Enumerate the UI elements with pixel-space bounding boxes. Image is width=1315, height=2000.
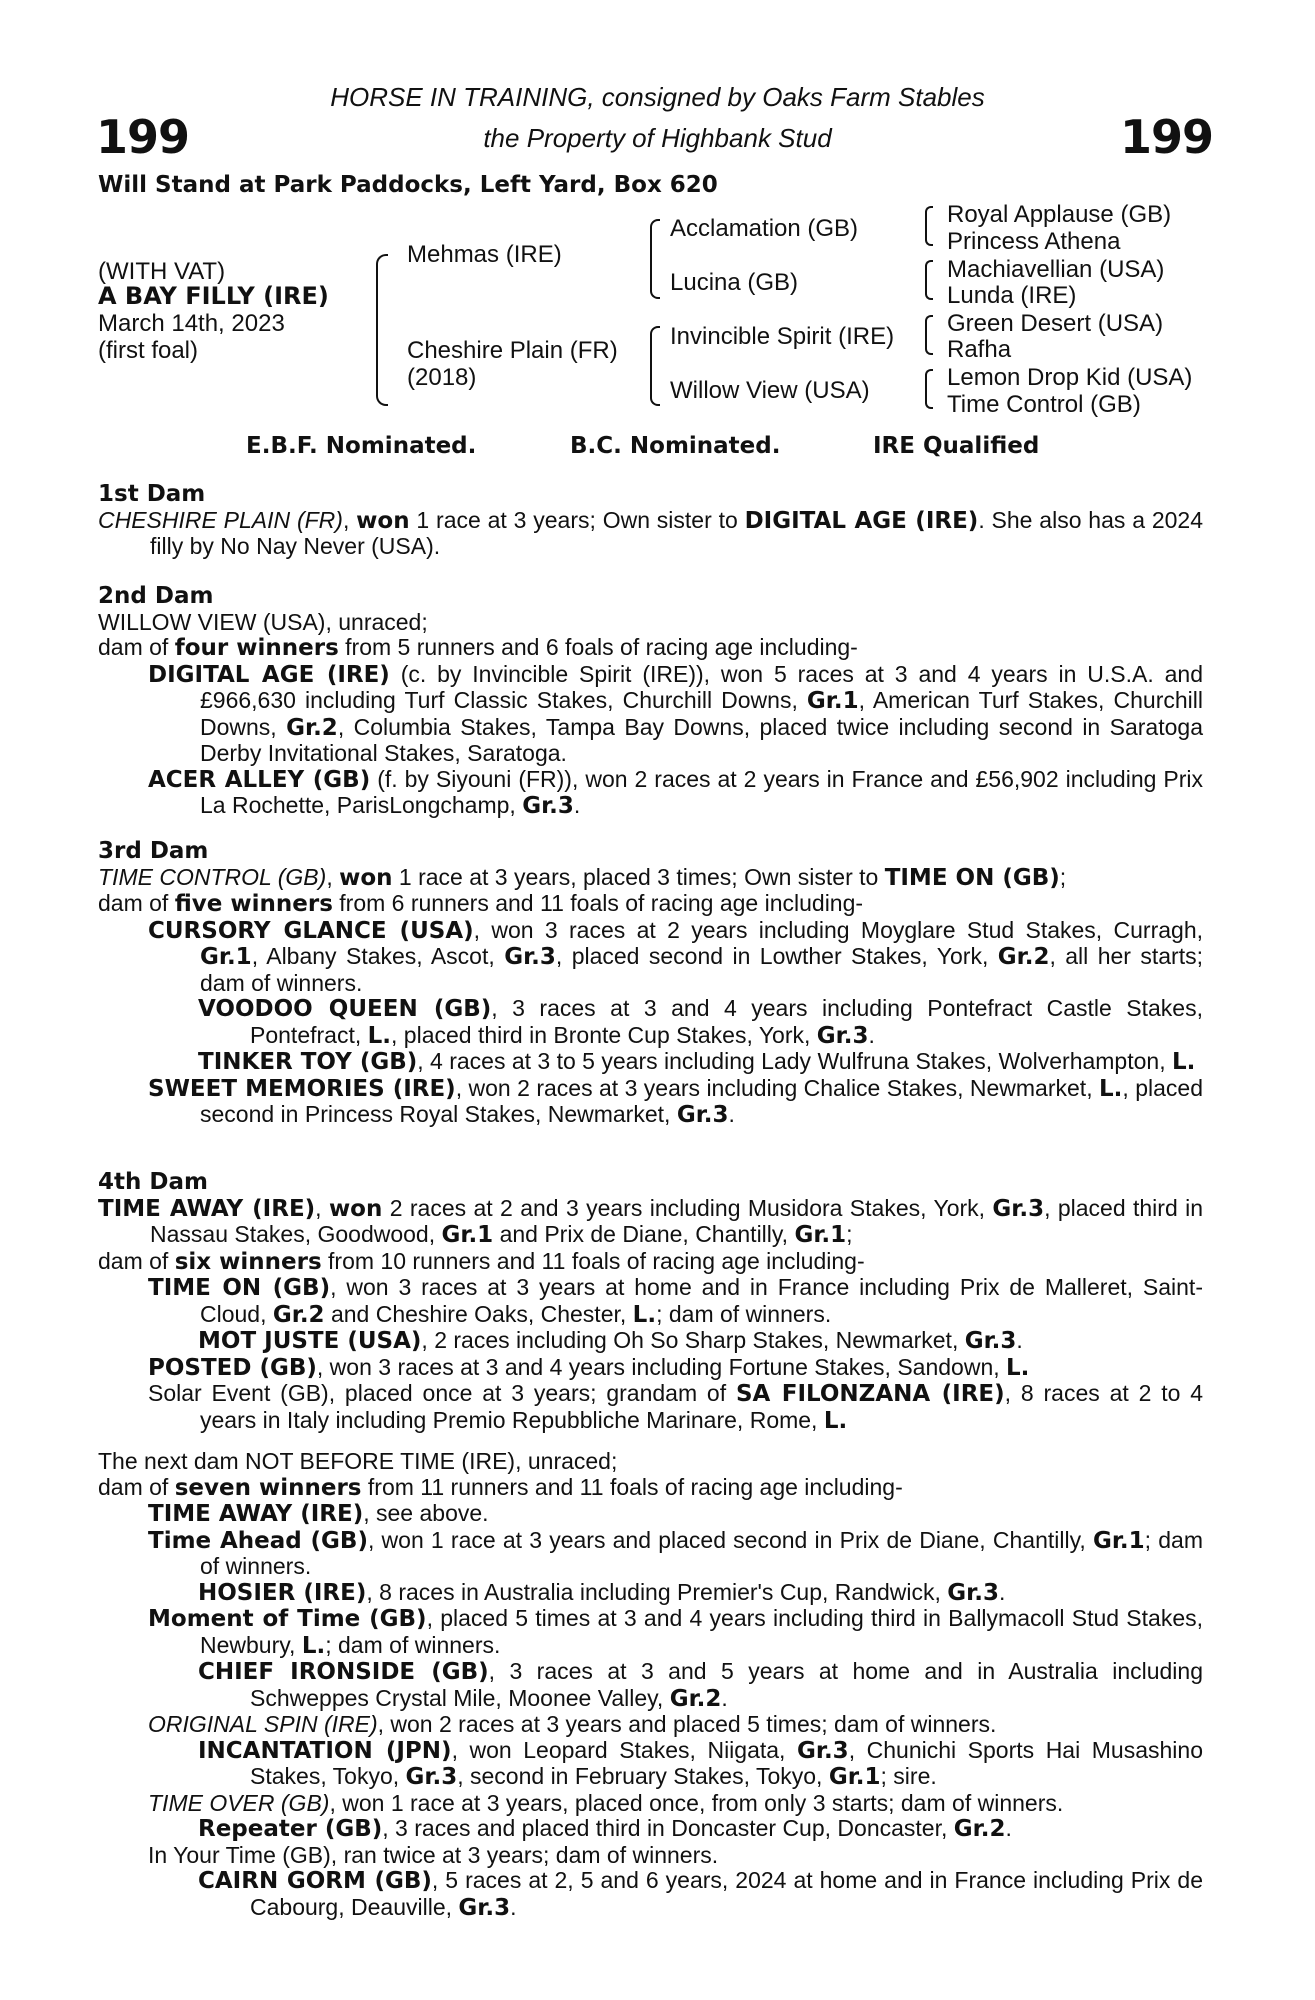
list-item: Solar Event (GB), placed once at 3 years; grandam of SA FILONZANA (IRE), 8 races at 2 to 4 years in Italy including Premio Repubbliche Marinare, Rome, L. bbox=[148, 1380, 1203, 1434]
pedigree-sss: Royal Applause (GB) bbox=[947, 201, 1172, 228]
lot-number-left: 199 bbox=[96, 110, 190, 164]
vat-note: (WITH VAT) bbox=[98, 258, 226, 285]
second-dam-produce: dam of four winners from 5 runners and 6 foals of racing age including- bbox=[98, 634, 858, 661]
pedigree-sire-dam: Lucina (GB) bbox=[670, 269, 799, 296]
pedigree-dsd: Rafha bbox=[947, 336, 1012, 363]
fourth-dam-section bbox=[98, 1170, 1203, 1434]
list-item: INCANTATION (JPN), won Leopard Stakes, Niigata, Gr.3, Chunichi Sports Hai Musashino Stakes, Tokyo, Gr.3, second in February Stakes, Tokyo, Gr.1; sire. bbox=[198, 1736, 1203, 1790]
pedigree-dam-sire: Invincible Spirit (IRE) bbox=[670, 323, 895, 350]
list-item: TINKER TOY (GB), 4 races at 3 to 5 years including Lady Wulfruna Stakes, Wolverhampton, L. bbox=[198, 1048, 1196, 1075]
list-item: Repeater (GB), 3 races and placed third in Doncaster Cup, Doncaster, Gr.2. bbox=[198, 1815, 1012, 1842]
list-item: Time Ahead (GB), won 1 race at 3 years and placed second in Prix de Diane, Chantilly, Gr.1; dam of winners. bbox=[148, 1526, 1203, 1579]
pedigree-dss: Green Desert (USA) bbox=[947, 310, 1164, 337]
pedigree-brace-dam bbox=[650, 326, 660, 406]
pedigree-dam: Cheshire Plain (FR) bbox=[407, 337, 618, 364]
pedigree-brace-sire bbox=[650, 219, 660, 299]
property-of: the Property of Highbank Stud bbox=[483, 123, 832, 153]
list-item: TIME ON (GB), won 3 races at 3 years at home and in France including Prix de Malleret, Saint-Cloud, Gr.2 and Cheshire Oaks, Chester, L.; dam of winners. bbox=[148, 1274, 1203, 1328]
bc-nominated: B.C. Nominated. bbox=[570, 433, 781, 459]
pedigree-sds: Machiavellian (USA) bbox=[947, 256, 1165, 283]
second-dam-name: WILLOW VIEW (USA), unraced; bbox=[98, 608, 428, 635]
list-item: CAIRN GORM (GB), 5 races at 2, 5 and 6 years, 2024 at home and in France including Prix de Cabourg, Deauville, Gr.3. bbox=[198, 1867, 1203, 1921]
pedigree-sire-sire: Acclamation (GB) bbox=[670, 215, 859, 242]
list-item: TIME OVER (GB), won 1 race at 3 years, placed once, from only 3 starts; dam of winners. bbox=[148, 1789, 1064, 1816]
list-item: ACER ALLEY (GB) (f. by Siyouni (FR)), won 2 races at 2 years in France and £56,902 including Prix La Rochette, ParisLongchamp, Gr.3. bbox=[148, 765, 1203, 819]
list-item: TIME AWAY (IRE), see above. bbox=[148, 1500, 489, 1527]
fourth-dam-name: TIME AWAY (IRE), won 2 races at 2 and 3 years including Musidora Stakes, York, Gr.3, placed third in Nassau Stakes, Goodwood, Gr.1 and Prix de Diane, Chantilly, Gr.1; bbox=[98, 1194, 1203, 1248]
list-item: ORIGINAL SPIN (IRE), won 2 races at 3 years and placed 5 times; dam of winners. bbox=[148, 1711, 997, 1737]
consignment-title: HORSE IN TRAINING, consigned by Oaks Farm Stables bbox=[330, 82, 985, 112]
list-item: MOT JUSTE (USA), 2 races including Oh So Sharp Stakes, Newmarket, Gr.3. bbox=[198, 1327, 1023, 1354]
foal-note: (first foal) bbox=[98, 337, 199, 364]
lot-number-right: 199 bbox=[1120, 110, 1214, 164]
pedigree-brace-ss bbox=[925, 206, 933, 246]
second-dam-heading: 2nd Dam bbox=[98, 583, 214, 609]
stand-location: Will Stand at Park Paddocks, Left Yard, Box 620 bbox=[98, 172, 718, 198]
pedigree-dds: Lemon Drop Kid (USA) bbox=[947, 364, 1193, 391]
pedigree-brace-dd bbox=[925, 369, 933, 409]
foaling-date: March 14th, 2023 bbox=[98, 310, 285, 337]
fourth-dam-heading: 4th Dam bbox=[98, 1169, 208, 1195]
list-item: CURSORY GLANCE (USA), won 3 races at 2 years including Moyglare Stud Stakes, Curragh, Gr.1, Albany Stakes, Ascot, Gr.3, placed second in Lowther Stakes, York, Gr.2, all her starts; dam of winners. bbox=[148, 916, 1204, 996]
next-dam-name: The next dam NOT BEFORE TIME (IRE), unraced; bbox=[98, 1448, 618, 1474]
list-item: POSTED (GB), won 3 races at 3 and 4 years including Fortune Stakes, Sandown, L. bbox=[148, 1353, 1030, 1381]
pedigree-brace-ds bbox=[925, 315, 933, 355]
list-item: VOODOO QUEEN (GB), 3 races at 3 and 4 years including Pontefract Castle Stakes, Pontefract, L., placed third in Bronte Cup Stakes, York, Gr.3. bbox=[198, 995, 1203, 1049]
list-item: SWEET MEMORIES (IRE), won 2 races at 3 years including Chalice Stakes, Newmarket, L., placed second in Princess Royal Stakes, Newmarket, Gr.3. bbox=[148, 1074, 1203, 1128]
list-item: Moment of Time (GB), placed 5 times at 3 and 4 years including third in Ballymacoll Stud Stakes, Newbury, L.; dam of winners. bbox=[148, 1605, 1203, 1659]
first-dam-text: CHESHIRE PLAIN (FR), won 1 race at 3 years; Own sister to DIGITAL AGE (IRE). She also has a 2024 filly by No Nay Never (USA). bbox=[98, 506, 1203, 559]
pedigree-ddd: Time Control (GB) bbox=[947, 391, 1141, 418]
list-item: DIGITAL AGE (IRE) (c. by Invincible Spirit (IRE)), won 5 races at 3 and 4 years in U.S.A. and £966,630 including Turf Classic Stakes, Churchill Downs, Gr.1, American Turf Stakes, Churchill Downs, Gr.2, Columbia Stakes, Tampa Bay Downs, placed twice including second in Saratoga Derby Invitational Stakes, Saratoga. bbox=[148, 660, 1204, 766]
pedigree-sdd: Lunda (IRE) bbox=[947, 282, 1077, 309]
third-dam-produce: dam of five winners from 6 runners and 11 foals of racing age including- bbox=[98, 890, 864, 917]
third-dam-heading: 3rd Dam bbox=[98, 838, 209, 864]
horse-name: A BAY FILLY (IRE) bbox=[98, 282, 329, 310]
ebf-nominated: E.B.F. Nominated. bbox=[246, 433, 477, 459]
pedigree-dam-year: (2018) bbox=[407, 364, 477, 391]
list-item: HOSIER (IRE), 8 races in Australia including Premier's Cup, Randwick, Gr.3. bbox=[198, 1578, 1006, 1606]
first-dam-heading: 1st Dam bbox=[98, 481, 206, 507]
list-item: CHIEF IRONSIDE (GB), 3 races at 3 and 5 years at home and in Australia including Schweppes Crystal Mile, Moonee Valley, Gr.2. bbox=[198, 1658, 1203, 1712]
list-item: In Your Time (GB), ran twice at 3 years; dam of winners. bbox=[148, 1841, 719, 1868]
third-dam-section bbox=[98, 839, 1203, 1129]
third-dam-name: TIME CONTROL (GB), won 1 race at 3 years, placed 3 times; Own sister to TIME ON (GB); bbox=[98, 863, 1067, 891]
second-dam-section bbox=[98, 584, 1203, 820]
pedigree-dam-dam: Willow View (USA) bbox=[670, 377, 870, 404]
first-dam-section bbox=[98, 482, 1203, 560]
next-dam-section bbox=[98, 1449, 1203, 1921]
pedigree-brace-main bbox=[376, 254, 388, 406]
fourth-dam-produce: dam of six winners from 10 runners and 11 foals of racing age including- bbox=[98, 1247, 865, 1275]
pedigree-brace-sd bbox=[925, 260, 933, 300]
ire-qualified: IRE Qualified bbox=[873, 433, 1040, 459]
pedigree-ssd: Princess Athena bbox=[947, 228, 1121, 255]
pedigree-sire: Mehmas (IRE) bbox=[407, 241, 562, 268]
next-dam-produce: dam of seven winners from 11 runners and 11 foals of racing age including- bbox=[98, 1473, 903, 1501]
